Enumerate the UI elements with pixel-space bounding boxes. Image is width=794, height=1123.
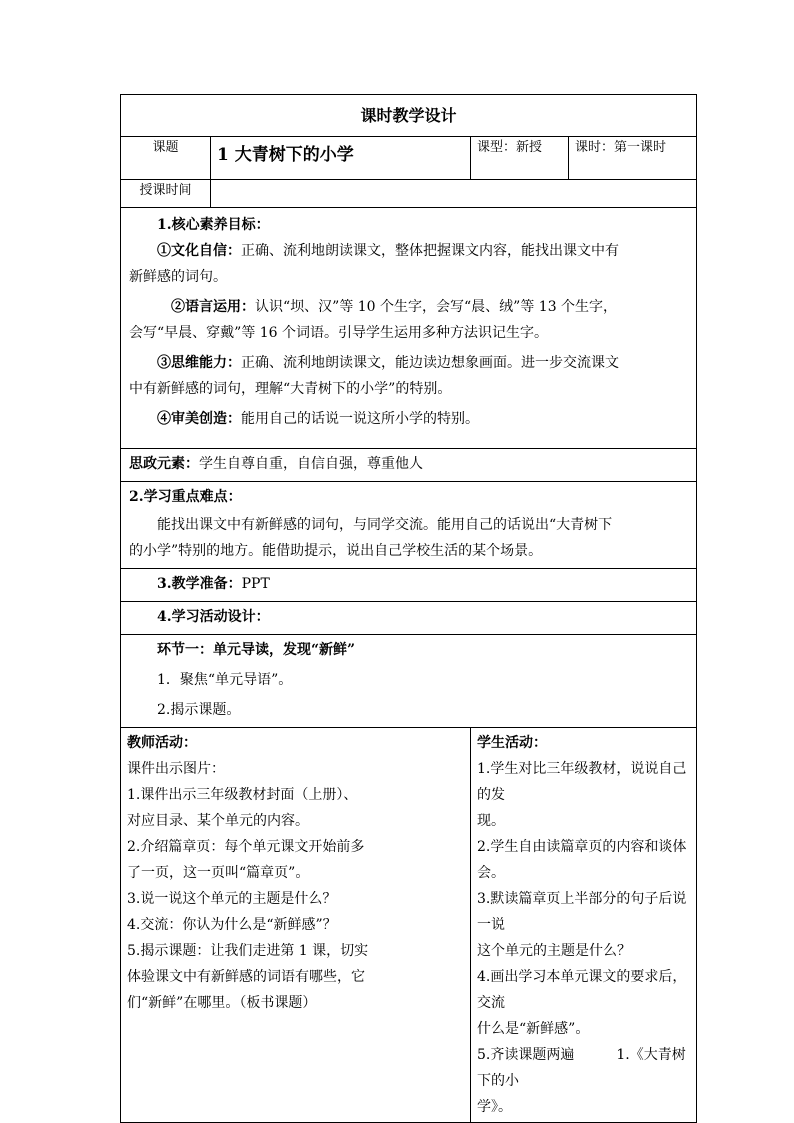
key-points-heading: 2.学习重点难点： [129,489,242,505]
student-line: 1.学生对比三年级教材，说说自己的发 [477,761,687,803]
teacher-line: 1.课件出示三年级教材封面（上册）、 [127,787,358,803]
teacher-line: 们“新鲜”在哪里。（板书课题） [127,995,317,1011]
key-points-line-2: 的小学”特别的地方。能借助提示，说出自己学校生活的某个场景。 [129,543,543,559]
goal-thinking-cont: 中有新鲜感的词句，理解“大青树下的小学”的特别。 [129,381,452,397]
lesson-period: 课时：第一课时 [569,137,697,180]
teacher-activity-cell [121,728,471,1123]
goals-heading: 1.核心素养目标： [157,217,270,233]
student-lines [477,756,690,1120]
teacher-line: 体验课文中有新鲜感的词语有哪些，它 [127,969,365,985]
lesson-title: 1 大青树下的小学 [211,137,471,180]
goal-thinking: ③思维能力：正确、流利地朗读课文，能边读边想象画面。进一步交流课文 [157,355,619,371]
goal-culture-cont: 新鲜感的词句。 [129,269,227,285]
document-title: 课时教学设计 [121,95,697,137]
prep-section [121,569,697,602]
student-line: 现。 [477,813,505,829]
segment-item-1: 1．聚焦“单元导语”。 [157,672,293,688]
activity-section [121,602,697,635]
key-points-section [121,482,697,569]
student-line: 这个单元的主题是什么？ [477,943,631,959]
segment-item-2: 2.揭示课题。 [157,702,241,718]
student-line: 学》。 [477,1099,512,1115]
student-line: 2.学生自由读篇章页的内容和谈体会。 [477,839,687,881]
time-value [211,180,697,208]
goals-section [121,208,697,449]
time-label: 授课时间 [121,180,211,208]
student-activity-cell [471,728,697,1123]
student-line: 3.默读篇章页上半部分的句子后说一说 [477,891,687,933]
ideology-section [121,449,697,482]
segment-section [121,635,697,728]
student-line: 什么是“新鲜感”。 [477,1021,590,1037]
teacher-line: 了一页，这一页叫“篇章页”。 [127,865,310,881]
lesson-plan-document [120,94,696,1123]
teacher-heading: 教师活动： [127,735,197,751]
goal-language-cont: 会写“早晨、穿戴”等 16 个词语。引导学生运用多种方法识记生字。 [129,325,549,341]
goal-culture: ①文化自信：正确、流利地朗读课文，整体把握课文内容，能找出课文中有 [157,243,619,259]
teacher-line: 4.交流：你认为什么是“新鲜感”？ [127,917,337,933]
lesson-plan-table [120,94,697,1123]
ideology-text: 学生自尊自重，自信自强，尊重他人 [199,456,423,472]
teacher-lines [127,756,464,1016]
teacher-line: 3.说一说这个单元的主题是什么？ [127,891,337,907]
segment-heading: 环节一：单元导读，发现“新鲜” [157,642,356,658]
student-line: 5.齐读课题两遍 1.《大青树下的小 [477,1047,686,1089]
lesson-type: 课型：新授 [471,137,569,180]
topic-label: 课题 [121,137,211,180]
key-points-line-1: 能找出课文中有新鲜感的词句，与同学交流。能用自己的话说出“大青树下 [157,517,613,533]
ideology-label: 思政元素： [129,456,199,472]
prep-value: PPT [241,576,270,592]
student-heading: 学生活动： [477,735,547,751]
student-line: 4.画出学习本单元课文的要求后，交流 [477,969,687,1011]
goal-aesthetic: ④审美创造：能用自己的话说一说这所小学的特别。 [157,411,479,427]
goal-language: ②语言运用：认识“坝、汉”等 10 个生字，会写“晨、绒”等 13 个生字， [171,299,618,315]
activity-heading: 4.学习活动设计： [157,609,270,625]
teacher-line: 课件出示图片： [127,761,225,777]
prep-label: 3.教学准备： [157,576,242,592]
teacher-line: 5.揭示课题：让我们走进第 1 课，切实 [127,943,369,959]
teacher-line: 对应目录、某个单元的内容。 [127,813,309,829]
teacher-line: 2.介绍篇章页：每个单元课文开始前多 [127,839,365,855]
